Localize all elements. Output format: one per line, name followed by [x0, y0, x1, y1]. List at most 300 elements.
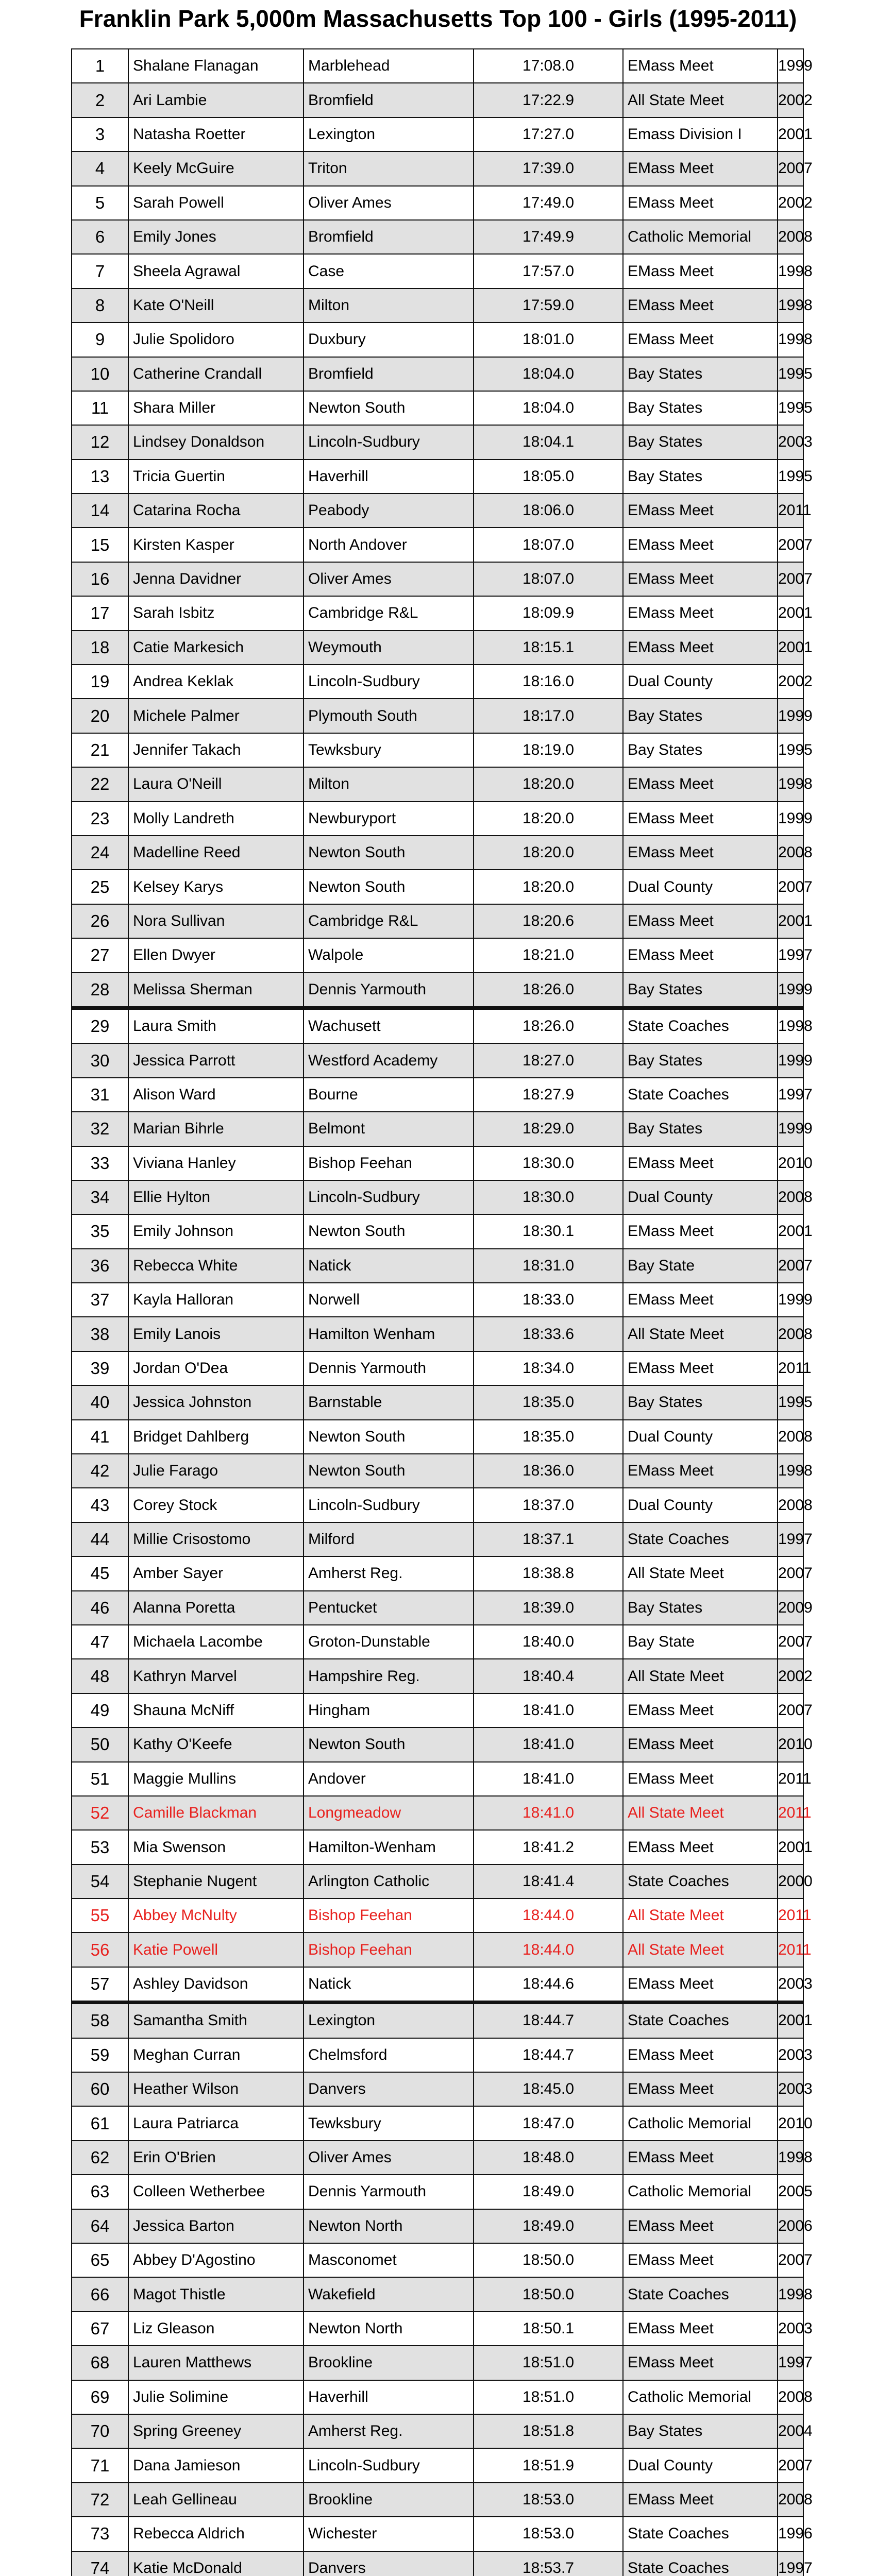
table-row — [72, 2380, 803, 2414]
athlete-name-cell: Mia Swenson — [128, 1830, 304, 1864]
rank-cell: 14 — [72, 494, 128, 528]
school-cell: Hamilton Wenham — [304, 1317, 474, 1351]
time-cell: 18:33.0 — [474, 1283, 623, 1317]
table-row — [72, 357, 803, 391]
athlete-name-cell: Lindsey Donaldson — [128, 425, 304, 459]
rank-cell: 29 — [72, 1008, 128, 1043]
meet-cell: EMass Meet — [623, 2312, 778, 2346]
table-row — [72, 460, 803, 494]
table-row — [72, 254, 803, 288]
school-cell: Newton South — [304, 1454, 474, 1488]
school-cell: Westford Academy — [304, 1043, 474, 1077]
time-cell: 18:41.0 — [474, 1727, 623, 1761]
athlete-name-cell: Ari Lambie — [128, 83, 304, 117]
table-row — [72, 973, 803, 1008]
time-cell: 18:50.1 — [474, 2312, 623, 2346]
meet-cell: State Coaches — [623, 1522, 778, 1556]
meet-cell: EMass Meet — [623, 2072, 778, 2106]
table-row — [72, 2517, 803, 2551]
athlete-name-cell: Jenna Davidner — [128, 562, 304, 596]
year-cell: 2008 — [778, 1420, 803, 1454]
school-cell: Bromfield — [304, 220, 474, 254]
meet-cell: Dual County — [623, 2448, 778, 2482]
year-cell: 1997 — [778, 938, 803, 972]
meet-cell: EMass Meet — [623, 289, 778, 323]
school-cell: North Andover — [304, 528, 474, 562]
school-cell: Wichester — [304, 2517, 474, 2551]
school-cell: Barnstable — [304, 1385, 474, 1419]
athlete-name-cell: Abbey D'Agostino — [128, 2243, 304, 2277]
rank-cell: 40 — [72, 1385, 128, 1419]
school-cell: Haverhill — [304, 2380, 474, 2414]
rank-cell: 46 — [72, 1591, 128, 1625]
meet-cell: EMass Meet — [623, 494, 778, 528]
school-cell: Haverhill — [304, 460, 474, 494]
athlete-name-cell: Jordan O'Dea — [128, 1351, 304, 1385]
year-cell: 1999 — [778, 1112, 803, 1146]
school-cell: Triton — [304, 151, 474, 185]
meet-cell: Bay States — [623, 733, 778, 767]
school-cell: Arlington Catholic — [304, 1865, 474, 1899]
rank-cell: 7 — [72, 254, 128, 288]
meet-cell: EMass Meet — [623, 1830, 778, 1864]
school-cell: Bishop Feehan — [304, 1146, 474, 1180]
time-cell: 18:50.0 — [474, 2277, 623, 2311]
rank-cell: 10 — [72, 357, 128, 391]
table-row — [72, 1727, 803, 1761]
school-cell: Oliver Ames — [304, 562, 474, 596]
meet-cell: Dual County — [623, 665, 778, 699]
year-cell: 2007 — [778, 528, 803, 562]
school-cell: Hamilton-Wenham — [304, 1830, 474, 1864]
table-row — [72, 1830, 803, 1864]
rank-cell: 6 — [72, 220, 128, 254]
time-cell: 18:04.1 — [474, 425, 623, 459]
time-cell: 18:44.7 — [474, 2038, 623, 2072]
athlete-name-cell: Laura O'Neill — [128, 767, 304, 801]
school-cell: Wachusett — [304, 1008, 474, 1043]
school-cell: Cambridge R&L — [304, 904, 474, 938]
rank-cell: 57 — [72, 1967, 128, 2003]
table-row — [72, 1899, 803, 1933]
table-row — [72, 323, 803, 357]
time-cell: 18:05.0 — [474, 460, 623, 494]
school-cell: Milton — [304, 767, 474, 801]
meet-cell: State Coaches — [623, 2277, 778, 2311]
athlete-name-cell: Laura Patriarca — [128, 2106, 304, 2140]
rank-cell: 72 — [72, 2483, 128, 2517]
table-row — [72, 733, 803, 767]
meet-cell: EMass Meet — [623, 528, 778, 562]
year-cell: 2002 — [778, 1659, 803, 1693]
athlete-name-cell: Jennifer Takach — [128, 733, 304, 767]
time-cell: 18:37.0 — [474, 1488, 623, 1522]
time-cell: 17:57.0 — [474, 254, 623, 288]
time-cell: 18:41.4 — [474, 1865, 623, 1899]
rank-cell: 66 — [72, 2277, 128, 2311]
year-cell: 1998 — [778, 2277, 803, 2311]
year-cell: 1995 — [778, 391, 803, 425]
meet-cell: Dual County — [623, 1180, 778, 1214]
year-cell: 1997 — [778, 2551, 803, 2576]
table-row — [72, 1693, 803, 1727]
table-row — [72, 631, 803, 665]
school-cell: Hingham — [304, 1693, 474, 1727]
table-row — [72, 2038, 803, 2072]
athlete-name-cell: Laura Smith — [128, 1008, 304, 1043]
year-cell: 1997 — [778, 1078, 803, 1112]
rank-cell: 42 — [72, 1454, 128, 1488]
time-cell: 18:44.0 — [474, 1933, 623, 1967]
athlete-name-cell: Erin O'Brien — [128, 2141, 304, 2175]
time-cell: 18:53.0 — [474, 2483, 623, 2517]
rank-cell: 50 — [72, 1727, 128, 1761]
meet-cell: EMass Meet — [623, 1214, 778, 1248]
meet-cell: EMass Meet — [623, 1146, 778, 1180]
school-cell: Lincoln-Sudbury — [304, 1180, 474, 1214]
year-cell: 2009 — [778, 1591, 803, 1625]
table-row — [72, 802, 803, 836]
year-cell: 1999 — [778, 1043, 803, 1077]
time-cell: 18:39.0 — [474, 1591, 623, 1625]
meet-cell: EMass Meet — [623, 2483, 778, 2517]
time-cell: 18:20.0 — [474, 767, 623, 801]
table-row — [72, 1625, 803, 1659]
time-cell: 18:53.7 — [474, 2551, 623, 2576]
time-cell: 18:29.0 — [474, 1112, 623, 1146]
rank-cell: 24 — [72, 836, 128, 870]
table-row — [72, 1865, 803, 1899]
time-cell: 18:07.0 — [474, 528, 623, 562]
time-cell: 18:51.9 — [474, 2448, 623, 2482]
time-cell: 17:39.0 — [474, 151, 623, 185]
meet-cell: Dual County — [623, 1488, 778, 1522]
year-cell: 1999 — [778, 49, 803, 83]
time-cell: 17:49.9 — [474, 220, 623, 254]
table-row — [72, 2072, 803, 2106]
rank-cell: 12 — [72, 425, 128, 459]
school-cell: Andover — [304, 1762, 474, 1796]
table-row — [72, 699, 803, 733]
rank-cell: 59 — [72, 2038, 128, 2072]
year-cell: 2001 — [778, 904, 803, 938]
athlete-name-cell: Nora Sullivan — [128, 904, 304, 938]
rank-cell: 32 — [72, 1112, 128, 1146]
year-cell: 1998 — [778, 1454, 803, 1488]
school-cell: Norwell — [304, 1283, 474, 1317]
year-cell: 2007 — [778, 1625, 803, 1659]
rank-cell: 39 — [72, 1351, 128, 1385]
school-cell: Newton South — [304, 1727, 474, 1761]
school-cell: Lexington — [304, 2003, 474, 2038]
rank-cell: 48 — [72, 1659, 128, 1693]
meet-cell: Bay States — [623, 1385, 778, 1419]
rank-cell: 52 — [72, 1796, 128, 1830]
athlete-name-cell: Catherine Crandall — [128, 357, 304, 391]
meet-cell: EMass Meet — [623, 1693, 778, 1727]
table-row — [72, 2483, 803, 2517]
athlete-name-cell: Melissa Sherman — [128, 973, 304, 1008]
athlete-name-cell: Rebecca White — [128, 1249, 304, 1283]
time-cell: 18:35.0 — [474, 1420, 623, 1454]
table-row — [72, 1112, 803, 1146]
table-row — [72, 1351, 803, 1385]
rank-cell: 1 — [72, 49, 128, 83]
school-cell: Duxbury — [304, 323, 474, 357]
athlete-name-cell: Spring Greeney — [128, 2414, 304, 2448]
athlete-name-cell: Shara Miller — [128, 391, 304, 425]
time-cell: 18:01.0 — [474, 323, 623, 357]
time-cell: 18:30.1 — [474, 1214, 623, 1248]
meet-cell: EMass Meet — [623, 1351, 778, 1385]
results-table-body — [72, 49, 813, 2576]
time-cell: 18:04.0 — [474, 357, 623, 391]
athlete-name-cell: Emily Jones — [128, 220, 304, 254]
year-cell: 2001 — [778, 1214, 803, 1248]
meet-cell: State Coaches — [623, 1078, 778, 1112]
table-row — [72, 1967, 803, 2003]
athlete-name-cell: Amber Sayer — [128, 1556, 304, 1590]
rank-cell: 20 — [72, 699, 128, 733]
year-cell: 2007 — [778, 1249, 803, 1283]
year-cell: 2008 — [778, 1180, 803, 1214]
meet-cell: EMass Meet — [623, 938, 778, 972]
school-cell: Bromfield — [304, 83, 474, 117]
meet-cell: EMass Meet — [623, 1762, 778, 1796]
time-cell: 17:22.9 — [474, 83, 623, 117]
year-cell: 2003 — [778, 1967, 803, 2003]
table-row — [72, 2003, 803, 2038]
year-cell: 2001 — [778, 117, 803, 151]
meet-cell: Emass Division I — [623, 117, 778, 151]
year-cell: 2008 — [778, 2483, 803, 2517]
year-cell: 2005 — [778, 2175, 803, 2209]
meet-cell: EMass Meet — [623, 836, 778, 870]
school-cell: Hampshire Reg. — [304, 1659, 474, 1693]
year-cell: 1995 — [778, 1385, 803, 1419]
meet-cell: EMass Meet — [623, 904, 778, 938]
school-cell: Longmeadow — [304, 1796, 474, 1830]
year-cell: 2001 — [778, 631, 803, 665]
table-row — [72, 2346, 803, 2380]
school-cell: Dennis Yarmouth — [304, 1351, 474, 1385]
time-cell: 18:21.0 — [474, 938, 623, 972]
year-cell: 2007 — [778, 2448, 803, 2482]
athlete-name-cell: Kathy O'Keefe — [128, 1727, 304, 1761]
time-cell: 18:36.0 — [474, 1454, 623, 1488]
rank-cell: 26 — [72, 904, 128, 938]
rank-cell: 38 — [72, 1317, 128, 1351]
rank-cell: 74 — [72, 2551, 128, 2576]
table-row — [72, 904, 803, 938]
school-cell: Lincoln-Sudbury — [304, 665, 474, 699]
time-cell: 18:33.6 — [474, 1317, 623, 1351]
table-row — [72, 2141, 803, 2175]
rank-cell: 11 — [72, 391, 128, 425]
year-cell: 2011 — [778, 494, 803, 528]
school-cell: Lincoln-Sudbury — [304, 1488, 474, 1522]
school-cell: Belmont — [304, 1112, 474, 1146]
rank-cell: 51 — [72, 1762, 128, 1796]
meet-cell: State Coaches — [623, 1865, 778, 1899]
rank-cell: 61 — [72, 2106, 128, 2140]
year-cell: 1999 — [778, 699, 803, 733]
school-cell: Weymouth — [304, 631, 474, 665]
school-cell: Newton South — [304, 1214, 474, 1248]
school-cell: Masconomet — [304, 2243, 474, 2277]
athlete-name-cell: Lauren Matthews — [128, 2346, 304, 2380]
rank-cell: 5 — [72, 186, 128, 220]
rank-cell: 23 — [72, 802, 128, 836]
year-cell: 2003 — [778, 425, 803, 459]
athlete-name-cell: Meghan Curran — [128, 2038, 304, 2072]
meet-cell: Bay States — [623, 425, 778, 459]
table-row — [72, 1591, 803, 1625]
table-row — [72, 1180, 803, 1214]
table-row — [72, 151, 803, 185]
meet-cell: State Coaches — [623, 2551, 778, 2576]
school-cell: Dennis Yarmouth — [304, 973, 474, 1008]
rank-cell: 8 — [72, 289, 128, 323]
meet-cell: Bay States — [623, 391, 778, 425]
year-cell: 2007 — [778, 562, 803, 596]
athlete-name-cell: Ellie Hylton — [128, 1180, 304, 1214]
table-row — [72, 1146, 803, 1180]
table-row — [72, 938, 803, 972]
rank-cell: 69 — [72, 2380, 128, 2414]
rank-cell: 25 — [72, 870, 128, 904]
table-row — [72, 1796, 803, 1830]
rank-cell: 71 — [72, 2448, 128, 2482]
rank-cell: 19 — [72, 665, 128, 699]
rank-cell: 64 — [72, 2209, 128, 2243]
athlete-name-cell: Sarah Powell — [128, 186, 304, 220]
time-cell: 18:44.7 — [474, 2003, 623, 2038]
time-cell: 18:44.0 — [474, 1899, 623, 1933]
time-cell: 18:44.6 — [474, 1967, 623, 2003]
time-cell: 18:35.0 — [474, 1385, 623, 1419]
table-row — [72, 391, 803, 425]
rank-cell: 70 — [72, 2414, 128, 2448]
meet-cell: Bay States — [623, 1112, 778, 1146]
rank-cell: 44 — [72, 1522, 128, 1556]
meet-cell: State Coaches — [623, 2003, 778, 2038]
athlete-name-cell: Keely McGuire — [128, 151, 304, 185]
school-cell: Walpole — [304, 938, 474, 972]
time-cell: 18:48.0 — [474, 2141, 623, 2175]
meet-cell: EMass Meet — [623, 2346, 778, 2380]
table-row — [72, 117, 803, 151]
school-cell: Newburyport — [304, 802, 474, 836]
meet-cell: EMass Meet — [623, 2038, 778, 2072]
rank-cell: 3 — [72, 117, 128, 151]
rank-cell: 58 — [72, 2003, 128, 2038]
meet-cell: EMass Meet — [623, 254, 778, 288]
table-row — [72, 1659, 803, 1693]
table-row — [72, 2551, 803, 2576]
school-cell: Wakefield — [304, 2277, 474, 2311]
time-cell: 18:41.0 — [474, 1693, 623, 1727]
athlete-name-cell: Liz Gleason — [128, 2312, 304, 2346]
year-cell: 2003 — [778, 2038, 803, 2072]
meet-cell: All State Meet — [623, 1899, 778, 1933]
year-cell: 1999 — [778, 1283, 803, 1317]
meet-cell: EMass Meet — [623, 151, 778, 185]
time-cell: 18:20.0 — [474, 870, 623, 904]
school-cell: Newton South — [304, 836, 474, 870]
time-cell: 18:34.0 — [474, 1351, 623, 1385]
time-cell: 18:49.0 — [474, 2209, 623, 2243]
time-cell: 18:41.0 — [474, 1796, 623, 1830]
table-row — [72, 220, 803, 254]
meet-cell: Bay States — [623, 973, 778, 1008]
school-cell: Milford — [304, 1522, 474, 1556]
year-cell: 2010 — [778, 1146, 803, 1180]
rank-cell: 41 — [72, 1420, 128, 1454]
school-cell: Amherst Reg. — [304, 2414, 474, 2448]
meet-cell: EMass Meet — [623, 596, 778, 630]
year-cell: 2008 — [778, 220, 803, 254]
time-cell: 18:41.0 — [474, 1762, 623, 1796]
meet-cell: Bay States — [623, 1591, 778, 1625]
meet-cell: EMass Meet — [623, 631, 778, 665]
athlete-name-cell: Katie McDonald — [128, 2551, 304, 2576]
table-row — [72, 1420, 803, 1454]
table-row — [72, 2448, 803, 2482]
meet-cell: EMass Meet — [623, 1967, 778, 2003]
table-row — [72, 1385, 803, 1419]
rank-cell: 9 — [72, 323, 128, 357]
rank-cell: 47 — [72, 1625, 128, 1659]
year-cell: 1998 — [778, 2141, 803, 2175]
time-cell: 18:20.0 — [474, 836, 623, 870]
table-row — [72, 1522, 803, 1556]
meet-cell: EMass Meet — [623, 2209, 778, 2243]
athlete-name-cell: Andrea Keklak — [128, 665, 304, 699]
school-cell: Brookline — [304, 2483, 474, 2517]
time-cell: 17:49.0 — [474, 186, 623, 220]
meet-cell: Bay States — [623, 1043, 778, 1077]
athlete-name-cell: Samantha Smith — [128, 2003, 304, 2038]
meet-cell: EMass Meet — [623, 323, 778, 357]
school-cell: Lincoln-Sudbury — [304, 425, 474, 459]
table-row — [72, 528, 803, 562]
time-cell: 18:20.0 — [474, 802, 623, 836]
meet-cell: Bay States — [623, 2414, 778, 2448]
athlete-name-cell: Sarah Isbitz — [128, 596, 304, 630]
time-cell: 18:26.0 — [474, 973, 623, 1008]
school-cell: Brookline — [304, 2346, 474, 2380]
school-cell: Plymouth South — [304, 699, 474, 733]
athlete-name-cell: Colleen Wetherbee — [128, 2175, 304, 2209]
year-cell: 2001 — [778, 2003, 803, 2038]
school-cell: Oliver Ames — [304, 2141, 474, 2175]
athlete-name-cell: Sheela Agrawal — [128, 254, 304, 288]
year-cell: 1998 — [778, 767, 803, 801]
year-cell: 2011 — [778, 1351, 803, 1385]
school-cell: Marblehead — [304, 49, 474, 83]
school-cell: Bromfield — [304, 357, 474, 391]
year-cell: 2011 — [778, 1933, 803, 1967]
rank-cell: 55 — [72, 1899, 128, 1933]
athlete-name-cell: Camille Blackman — [128, 1796, 304, 1830]
meet-cell: EMass Meet — [623, 49, 778, 83]
time-cell: 18:50.0 — [474, 2243, 623, 2277]
meet-cell: EMass Meet — [623, 1454, 778, 1488]
year-cell: 2000 — [778, 1865, 803, 1899]
meet-cell: All State Meet — [623, 83, 778, 117]
athlete-name-cell: Tricia Guertin — [128, 460, 304, 494]
